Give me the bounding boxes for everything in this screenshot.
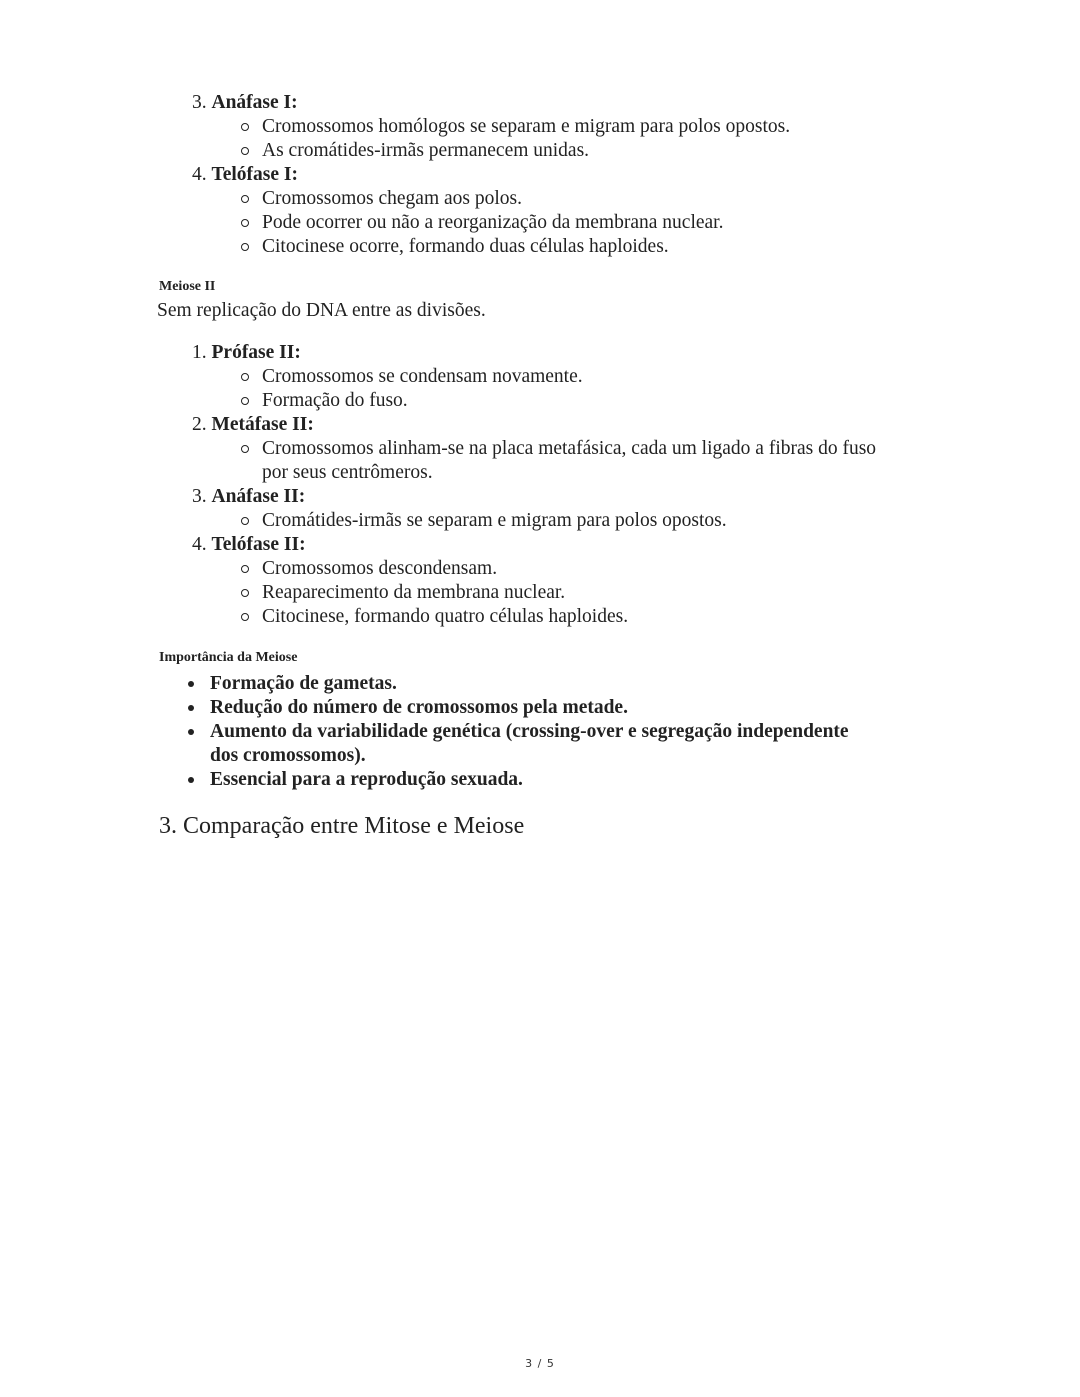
list-item: Cromossomos alinham-se na placa metafásica, cada um ligado a fibras do fuso: [262, 438, 877, 459]
phase-name: Telófase I:: [211, 164, 298, 185]
list-item: Cromossomos se condensam novamente.: [262, 366, 583, 387]
phase-title: [192, 413, 314, 437]
phase-number: 4.: [192, 534, 207, 555]
phase-number: 4.: [192, 164, 207, 185]
phase-title: [192, 485, 305, 509]
list-item: Reaparecimento da membrana nuclear.: [262, 582, 566, 603]
list-item: Formação de gametas.: [210, 673, 397, 694]
list-item: Citocinese, formando quatro células haploides.: [262, 606, 629, 627]
phase-number: 1.: [192, 342, 207, 363]
phase-title: [192, 533, 306, 557]
phase-title: [192, 163, 298, 187]
list-item: Citocinese ocorre, formando duas células haploides.: [262, 236, 669, 257]
phase-number: 3.: [192, 486, 207, 507]
meiose-2-intro: Sem replicação do DNA entre as divisões.: [157, 300, 486, 321]
phase-number: 3.: [192, 92, 207, 113]
page-number: 3 / 5: [525, 1357, 555, 1370]
list-item: Cromossomos homólogos se separam e migram para polos opostos.: [262, 116, 791, 137]
phase-name: Metáfase II:: [211, 414, 314, 435]
list-item: Redução do número de cromossomos pela metade.: [210, 697, 628, 718]
phase-name: Anáfase II:: [211, 486, 306, 507]
phase-title: [192, 91, 298, 115]
list-item: por seus centrômeros.: [262, 462, 433, 483]
list-item: Cromátides-irmãs se separam e migram para polos opostos.: [262, 510, 727, 531]
phase-name: Anáfase I:: [211, 92, 298, 113]
phase-title: [192, 341, 301, 365]
list-item: dos cromossomos).: [210, 745, 366, 766]
meiose-2-heading: Meiose II: [159, 279, 216, 294]
list-item: Aumento da variabilidade genética (crossing-over e segregação independente: [210, 721, 849, 742]
list-item: Cromossomos descondensam.: [262, 558, 498, 579]
list-item: Pode ocorrer ou não a reorganização da membrana nuclear.: [262, 212, 724, 233]
phase-name: Telófase II:: [211, 534, 306, 555]
list-item: Essencial para a reprodução sexuada.: [210, 769, 523, 790]
list-item: Formação do fuso.: [262, 390, 408, 411]
importance-heading: Importância da Meiose: [159, 650, 298, 665]
list-item: Cromossomos chegam aos polos.: [262, 188, 522, 209]
phase-name: Prófase II:: [211, 342, 301, 363]
phase-number: 2.: [192, 414, 207, 435]
section-heading: 3. Comparação entre Mitose e Meiose: [159, 813, 525, 839]
list-item: As cromátides-irmãs permanecem unidas.: [262, 140, 590, 161]
